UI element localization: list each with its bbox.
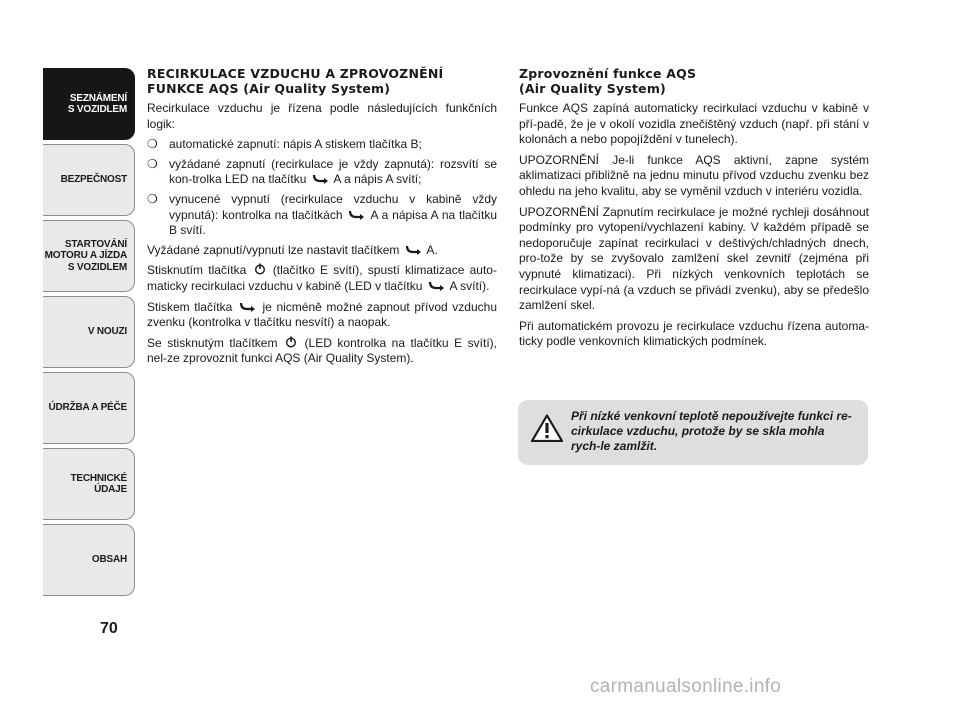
recirculation-icon [239, 301, 256, 312]
warning-triangle-icon [531, 414, 563, 442]
recirculation-icon [348, 209, 365, 220]
recirculation-icon [312, 173, 329, 184]
paragraph: Se stisknutým tlačítkem (LED kontrolka na tlačítku E svítí), nel-ze zprovoznit funkci AQS (Air Quality System). [147, 335, 497, 366]
list-item: ❍ vynucené vypnutí (recirkulace vzduchu v kabině vždy vypnutá): kontrolka na tlačítkách A a nápisa A na tlačítku B svítí. [147, 191, 498, 238]
logic-list [147, 137, 497, 239]
bullet-icon: ❍ [147, 137, 158, 152]
list-item: ❍ automatické zapnutí: nápis A stiskem tlačítka B; [147, 137, 422, 152]
power-icon [285, 336, 297, 348]
paragraph: Při automatickém provozu je recirkulace vzduchu řízena automa-ticky podle venkovních klimatických podmínek. [519, 318, 869, 349]
page-number: 70 [100, 620, 118, 637]
tab-seznameni[interactable]: SEZNÁMENÍ S VOZIDLEM [43, 68, 135, 140]
paragraph: Stiskem tlačítka je nicméně možné zapnout přívod vzduchu zvenku (kontrolka v tlačítku nesvítí) a naopak. [147, 299, 497, 330]
tab-obsah[interactable]: OBSAH [43, 524, 135, 596]
paragraph: UPOZORNĚNÍ Zapnutím recirkulace je možné rychleji dosáhnout podmínky pro vytopení/vychlazení kabiny. V každém případě se nedoporučuje zapínat recirkulaci v deštivých/chladných dnech, pro-tože by se zvyšovalo zamlžení skel zevnitř (zejména při vypnuté klimatizaci). Při nízkých venkovních teplotách se recirkulace vypí-ná (a vzduch se přivádí zvenku), aby se předešlo zamlžení skel. [519, 204, 869, 313]
paragraph: Funkce AQS zapíná automaticky recirkulaci vzduchu v kabině v pří-padě, že je v okolí vozidla znečištěný vzduch (např. při stání v kolonách a nebo popojíždění v tunelech). [519, 101, 869, 147]
bullet-icon: ❍ [147, 191, 158, 206]
paragraph: UPOZORNĚNÍ Je-li funkce AQS aktivní, zapne systém aklimatizaci přibližně na jednu minutu přívod vzduchu zvenku bez ohledu na jeho kvalitu, aby se vyměnil vzduch v interiéru vozidla. [519, 152, 869, 198]
recirculation-icon [428, 280, 445, 291]
section-title: Zprovoznění funkce AQS (Air Quality System) [519, 66, 697, 96]
tab-udrzba[interactable]: ÚDRŽBA A PÉČE [43, 372, 135, 444]
watermark: carmanualsonline.info [590, 676, 782, 697]
tab-bezpecnost[interactable]: BEZPEČNOST [43, 144, 135, 216]
paragraph: Stisknutím tlačítka (tlačítko E svítí), spustí klimatizace auto-maticky recirkulaci vzduchu v kabině (LED v tlačítku A svítí). [147, 263, 497, 293]
right-column [519, 67, 869, 355]
warning-box [518, 400, 868, 465]
tab-technicke-udaje[interactable]: TECHNICKÉ ÚDAJE [43, 448, 135, 520]
bullet-icon: ❍ [147, 156, 158, 171]
power-icon [254, 263, 266, 275]
section-title: RECIRKULACE VZDUCHU A ZPROVOZNĚNÍ FUNKCE AQS (Air Quality System) [147, 66, 444, 96]
chapter-tabs [43, 68, 135, 600]
left-column [147, 67, 497, 372]
tab-startovani[interactable]: STARTOVÁNÍ MOTORU A JÍZDA S VOZIDLEM [43, 220, 135, 292]
recirculation-icon [405, 244, 422, 255]
list-item: ❍ vyžádané zapnutí (recirkulace je vždy zapnutá): rozsvítí se kon-trolka LED na tlačítku A a nápis A svítí; [147, 156, 497, 187]
warning-text: Při nízké venkovní teplotě nepoužívejte funkci re-cirkulace vzduchu, protože by se skla mohla rych-le zamlžit. [571, 409, 852, 453]
tab-v-nouzi[interactable]: V NOUZI [43, 296, 135, 368]
intro-text: Recirkulace vzduchu je řízena podle následujících funkčních logik: [147, 101, 497, 131]
paragraph: Vyžádané zapnutí/vypnutí lze nastavit tlačítkem A. [147, 242, 438, 257]
